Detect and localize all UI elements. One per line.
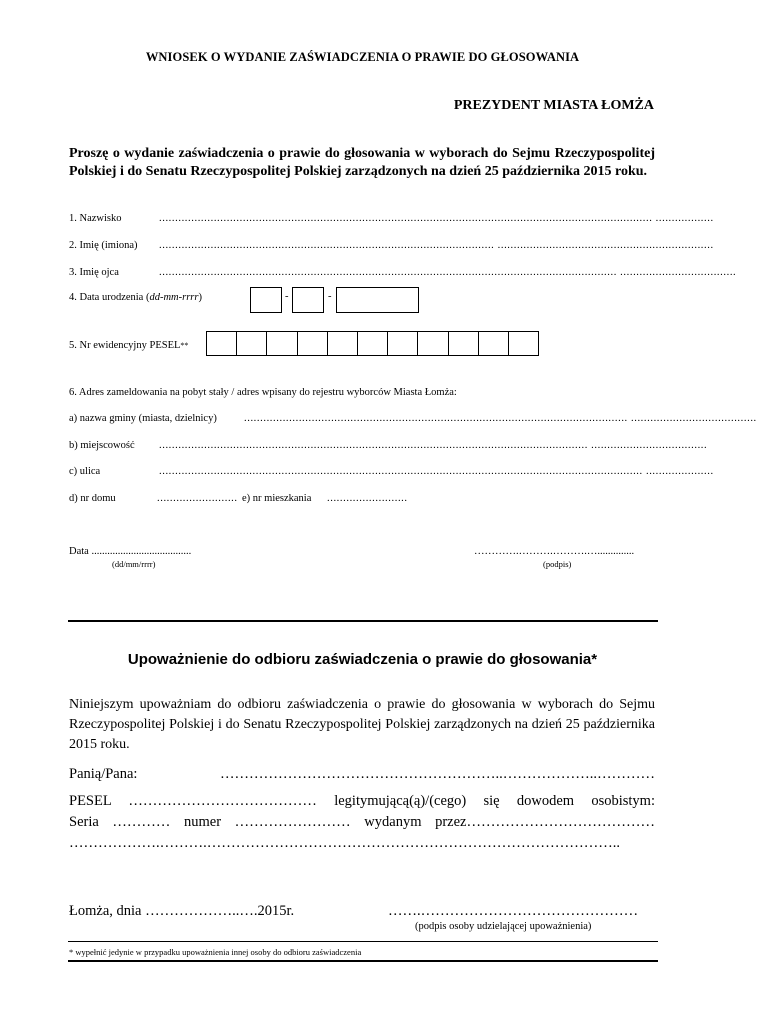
flat-number-field[interactable]: ......................... xyxy=(327,493,408,504)
pesel-digit-box[interactable] xyxy=(237,332,267,355)
authorization-heading: Upoważnienie do odbioru zaświadczenia o prawie do głosowania* xyxy=(127,651,598,668)
pesel-digit-box[interactable] xyxy=(449,332,479,355)
street-field[interactable]: ...................................................................................................................................................... ..................... xyxy=(159,466,714,477)
pesel-digit-box[interactable] xyxy=(207,332,237,355)
flat-number-label: e) nr mieszkania xyxy=(242,493,312,504)
birth-date-separator: - xyxy=(328,291,332,302)
authorization-text: Niniejszym upoważniam do odbioru zaświadczenia o prawie do głosowania w wyborach do Sejmu Rzeczypospolitej Polskiej i do Senatu Rzeczypospolitej Polskiej zarządzonych na dzień 25 października 2015 roku. xyxy=(69,697,655,752)
surname-label: 1. Nazwisko xyxy=(69,213,122,224)
addressee: PREZYDENT MIASTA ŁOMŻA xyxy=(453,98,654,113)
first-names-label: 2. Imię (imiona) xyxy=(69,240,138,251)
form-title: WNIOSEK O WYDANIE ZAŚWIADCZENIA O PRAWIE DO GŁOSOWANIA xyxy=(145,50,580,64)
date-format-hint: (dd/mm/rrrr) xyxy=(112,559,156,569)
surname-field[interactable]: ......................................................................................................................................................... .................. xyxy=(159,213,714,224)
authorizer-signature-caption: (podpis osoby udzielającej upoważnienia) xyxy=(415,921,592,932)
footnote: * wypełnić jedynie w przypadku upoważnienia innej osoby do odbioru zaświadczenia xyxy=(69,947,362,957)
pesel-label: 5. Nr ewidencyjny PESEL** xyxy=(69,340,189,351)
house-number-label: d) nr domu xyxy=(69,493,116,504)
father-name-field[interactable]: .............................................................................................................................................. .................................... xyxy=(159,267,737,278)
pesel-digit-box[interactable] xyxy=(298,332,328,355)
section-divider xyxy=(68,620,658,622)
birth-day-box[interactable] xyxy=(250,287,282,313)
municipality-field[interactable]: ....................................................................................................................... ....................................... xyxy=(244,413,757,424)
birth-date-label: 4. Data urodzenia (dd-mm-rrrr) xyxy=(69,292,202,303)
id-series-line[interactable]: Seria ………… numer …………………… wydanym przez………………………………… xyxy=(69,814,655,830)
pesel-digit-box[interactable] xyxy=(509,332,538,355)
request-text: Proszę o wydanie zaświadczenia o prawie do głosowania w wyborach do Sejmu Rzeczypospolitej Polskiej i do Senatu Rzeczypospolitej Polskiej zarządzonych na dzień 25 października 2015 roku. xyxy=(69,146,655,179)
father-name-label: 3. Imię ojca xyxy=(69,267,119,278)
authorizer-signature-field[interactable]: …….……………………………………… xyxy=(388,903,639,919)
birth-date-separator: - xyxy=(285,291,289,302)
address-intro: 6. Adres zameldowania na pobyt stały / adres wpisany do rejestru wyborców Miasta Łomża: xyxy=(69,387,457,398)
birth-year-box[interactable] xyxy=(336,287,419,313)
signature-field[interactable]: ………….……….……….….............. xyxy=(474,546,635,557)
town-field[interactable]: ..................................................................................................................................... .................................... xyxy=(159,440,708,451)
pesel-digit-box[interactable] xyxy=(358,332,388,355)
pesel-digit-box[interactable] xyxy=(479,332,509,355)
first-names-field[interactable]: ........................................................................................................ ................................................................... xyxy=(159,240,714,251)
signature-caption: (podpis) xyxy=(543,559,572,569)
municipality-label: a) nazwa gminy (miasta, dzielnicy) xyxy=(69,413,217,424)
pesel-digit-box[interactable] xyxy=(418,332,448,355)
pesel-digit-box[interactable] xyxy=(388,332,418,355)
pesel-id-line[interactable]: PESEL ………………………………… legitymującą(ą)/(cego) się dowodem osobistym: xyxy=(69,793,655,809)
house-number-field[interactable]: ......................... xyxy=(157,493,238,504)
town-label: b) miejscowość xyxy=(69,440,135,451)
bottom-divider xyxy=(68,960,658,962)
street-label: c) ulica xyxy=(69,466,101,477)
date-label: Data ...................................... xyxy=(69,546,192,557)
birth-month-box[interactable] xyxy=(292,287,324,313)
pesel-field[interactable] xyxy=(206,331,539,356)
pesel-digit-box[interactable] xyxy=(267,332,297,355)
issuer-continuation-line[interactable]: ……………….……….………………………………………………………………………….. xyxy=(69,835,620,851)
place-date-line[interactable]: Łomża, dnia ………………..….2015r. xyxy=(69,903,295,919)
authorized-person-line[interactable]: Panią/Pana: …………………………………………………..………………..………… xyxy=(69,766,655,782)
footnote-divider xyxy=(68,941,658,942)
pesel-digit-box[interactable] xyxy=(328,332,358,355)
